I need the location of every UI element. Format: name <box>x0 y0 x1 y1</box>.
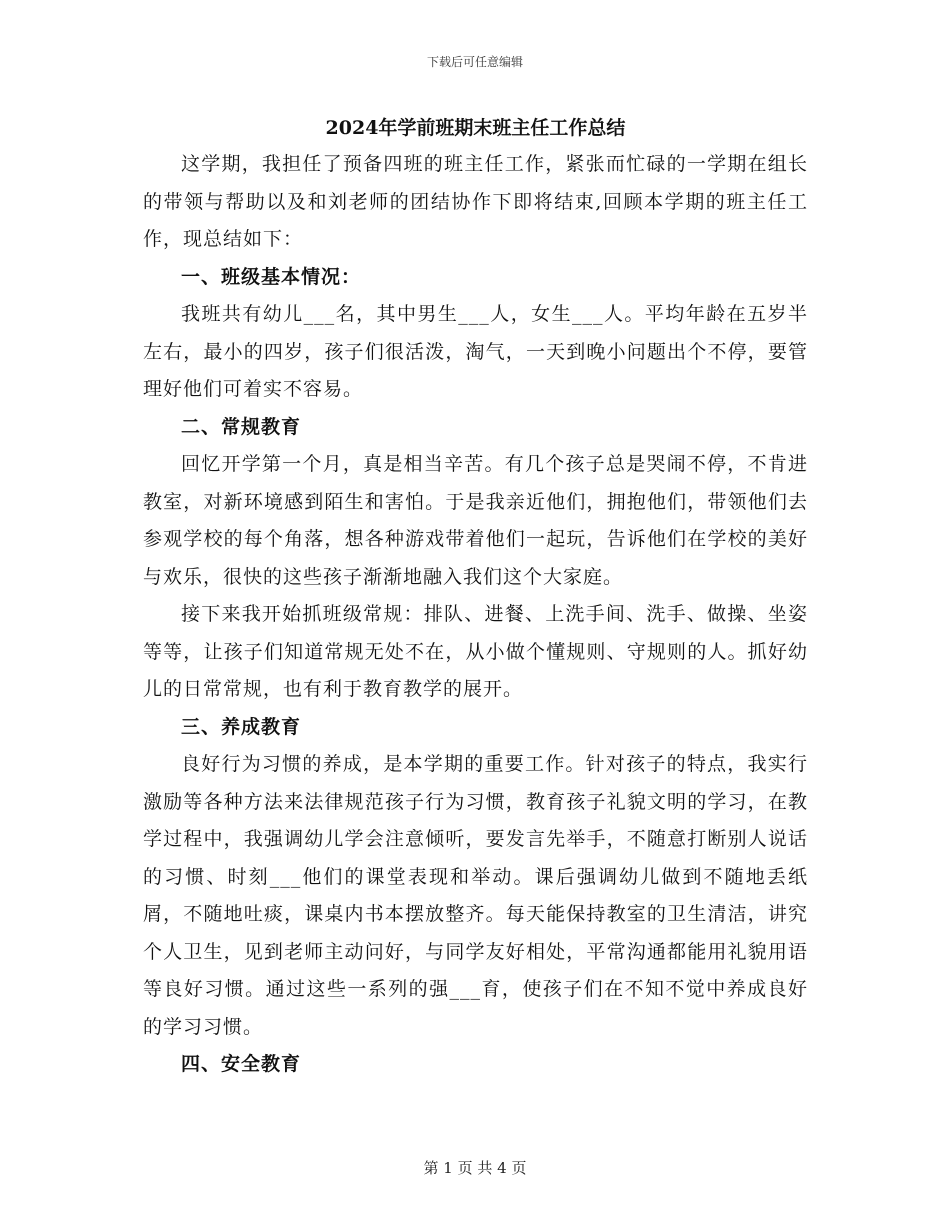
section-heading-routine-education: 二、常规教育 <box>181 415 302 438</box>
header-note: 下载后可任意编辑 <box>426 55 523 69</box>
section-heading-habit-education: 三、养成教育 <box>181 715 302 738</box>
paragraph-routine-education-2: 接下来我开始抓班级常规：排队、进餐、上洗手间、洗手、做操、坐姿等等，让孩子们知道常规无处不在，从小做个懂规则、守规则的人。抓好幼儿的日常常规，也有利于教育教学的展开。 <box>143 603 808 700</box>
section-heading-basic-info: 一、班级基本情况： <box>181 265 362 288</box>
document-body <box>143 110 808 1084</box>
section-heading-safety-education: 四、安全教育 <box>181 1053 302 1075</box>
paragraph-routine-education-1: 回忆开学第一个月，真是相当辛苦。有几个孩子总是哭闹不停，不肯进教室，对新环境感到陌生和害怕。于是我亲近他们，拥抱他们，带领他们去参观学校的每个角落，想各种游戏带着他们一起玩，告诉他们在学校的美好与欢乐，很快的这些孩子渐渐地融入我们这个大家庭。 <box>143 453 808 588</box>
paragraph-basic-info: 我班共有幼儿___名，其中男生___人，女生___人。平均年龄在五岁半左右，最小的四岁，孩子们很活泼，淘气，一天到晚小问题出个不停，要管理好他们可着实不容易。 <box>143 303 808 400</box>
paragraph-habit-education: 良好行为习惯的养成，是本学期的重要工作。针对孩子的特点，我实行激励等各种方法来法律规范孩子行为习惯，教育孩子礼貌文明的学习，在教学过程中，我强调幼儿学会注意倾听，要发言先举手，不随意打断别人说话的习惯、时刻___他们的课堂表现和举动。课后强调幼儿做到不随地丢纸屑，不随地吐痰，课桌内书本摆放整齐。每天能保持教室的卫生清洁，讲究个人卫生，见到老师主动问好，与同学友好相处，平常沟通都能用礼貌用语等良好习惯。通过这些一系列的强___育，使孩子们在不知不觉中养成良好的学习习惯。 <box>143 753 808 1038</box>
document-title: 2024年学前班期末班主任工作总结 <box>325 117 626 139</box>
page-footer: 第 1 页 共 4 页 <box>423 1159 527 1177</box>
intro-paragraph: 这学期，我担任了预备四班的班主任工作，紧张而忙碌的一学期在组长的带领与帮助以及和刘老师的团结协作下即将结束,回顾本学期的班主任工作，现总结如下： <box>143 153 808 250</box>
